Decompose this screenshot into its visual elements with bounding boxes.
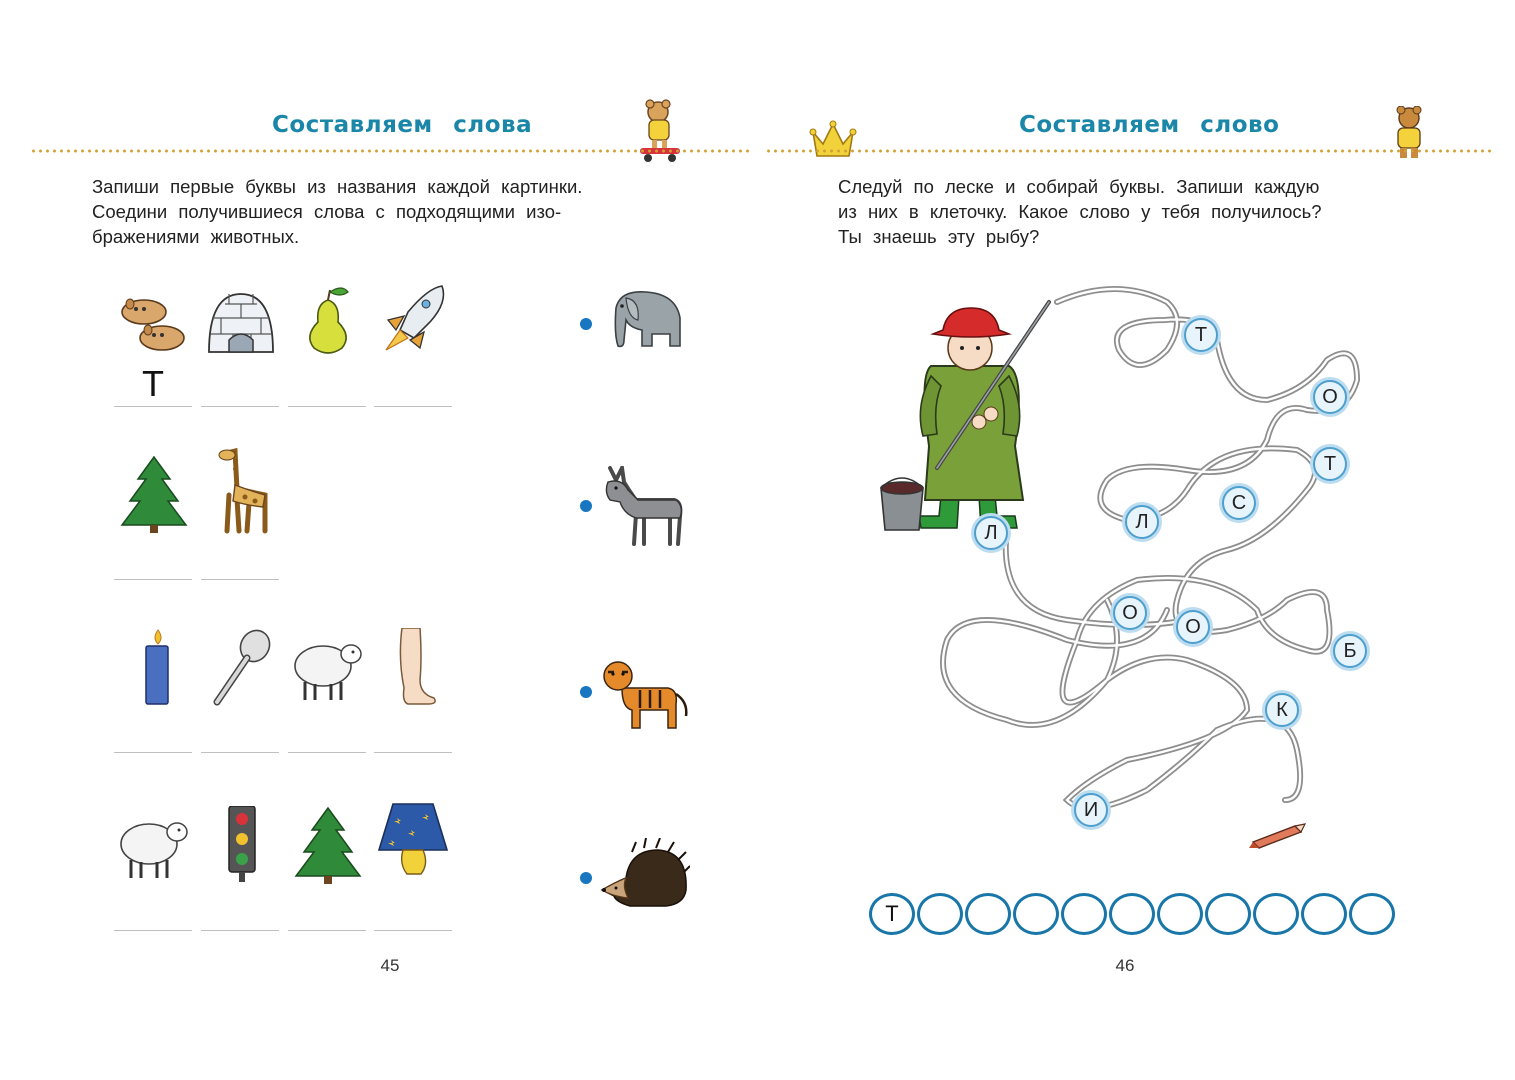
answer-line[interactable] — [201, 752, 279, 753]
picture-cell-fir-tree — [288, 806, 366, 926]
dotted-divider — [765, 149, 1495, 153]
fir-tree-icon — [292, 806, 364, 886]
picture-cell-slippers — [114, 282, 192, 402]
answer-cell[interactable] — [1157, 893, 1203, 935]
match-dot[interactable] — [580, 872, 592, 884]
answer-cell[interactable] — [917, 893, 963, 935]
answer-cell[interactable] — [965, 893, 1011, 935]
tiger-icon — [596, 652, 690, 732]
spoon-icon — [205, 628, 277, 708]
lamp-icon — [374, 800, 452, 880]
instructions: Следуй по леске и собирай буквы. Запиши каждую из них в клеточку. Какое слово у тебя получилось? Ты знаешь эту рыбу? — [838, 176, 1322, 247]
rocket-icon — [378, 282, 450, 362]
bear-icon — [1389, 106, 1429, 162]
answer-line[interactable] — [374, 406, 452, 407]
maze-letter-bead: С — [1222, 486, 1256, 520]
hedgehog-icon — [596, 838, 690, 918]
picture-cell-traffic-light — [201, 806, 279, 926]
answer-line[interactable] — [288, 752, 366, 753]
answer-line[interactable] — [114, 579, 192, 580]
maze-letter-bead: О — [1313, 380, 1347, 414]
maze-letter-bead: К — [1265, 693, 1299, 727]
picture-cell-candle — [114, 628, 192, 748]
traffic-light-icon — [205, 806, 277, 886]
match-dot[interactable] — [580, 318, 592, 330]
picture-cell-fir-tree — [114, 455, 192, 575]
candle-icon — [118, 628, 190, 708]
answer-cell[interactable] — [1253, 893, 1299, 935]
answer-cell[interactable] — [1013, 893, 1059, 935]
maze-letter-bead: Л — [974, 516, 1008, 550]
answer-cell[interactable] — [1301, 893, 1347, 935]
answer-line[interactable] — [201, 579, 279, 580]
answer-cell[interactable] — [1109, 893, 1155, 935]
picture-cell-sheep — [288, 628, 366, 748]
bear-skateboard-icon — [636, 98, 686, 164]
answer-line[interactable] — [374, 930, 452, 931]
answer-line[interactable] — [374, 752, 452, 753]
picture-cell-lamp — [374, 800, 452, 920]
maze-letter-bead: И — [1074, 793, 1108, 827]
answer-line[interactable] — [288, 930, 366, 931]
crown-icon — [809, 116, 857, 164]
donkey-icon — [596, 466, 690, 546]
answer-line[interactable] — [201, 406, 279, 407]
answer-line[interactable] — [114, 930, 192, 931]
maze-letter-bead: Л — [1125, 505, 1159, 539]
answer-cell[interactable] — [1205, 893, 1251, 935]
picture-cell-spoon — [201, 628, 279, 748]
answer-line[interactable] — [114, 406, 192, 407]
answer-line[interactable] — [114, 752, 192, 753]
match-dot[interactable] — [580, 500, 592, 512]
instructions: Запиши первые буквы из названия каждой картинки. Соедини получившиеся слова с подходящими изо- бражениями животных. — [92, 176, 583, 247]
maze-fishing-line — [887, 280, 1387, 820]
match-tiger[interactable] — [580, 652, 690, 732]
dotted-divider — [30, 149, 750, 153]
right-page — [757, 0, 1515, 1080]
page-title: Составляем слова — [272, 112, 533, 138]
maze-letter-bead: Т — [1313, 447, 1347, 481]
elephant-icon — [596, 284, 690, 364]
fir-tree-icon — [118, 455, 190, 535]
page-title: Составляем слово — [1019, 112, 1280, 138]
maze-letter-bead: Б — [1333, 634, 1367, 668]
answer-line[interactable] — [288, 406, 366, 407]
answer-cell[interactable]: Т — [869, 893, 915, 935]
picture-cell-giraffe — [201, 445, 279, 565]
picture-cell-pear — [288, 282, 366, 402]
maze-letter-bead: О — [1176, 610, 1210, 644]
sheep-icon — [284, 628, 370, 708]
match-elephant[interactable] — [580, 284, 690, 364]
page-number: 46 — [1115, 956, 1135, 975]
picture-cell-sheep — [114, 806, 192, 926]
igloo-icon — [205, 282, 277, 362]
giraffe-icon — [205, 445, 277, 535]
left-page — [0, 0, 757, 1080]
answer-line[interactable] — [201, 930, 279, 931]
match-dot[interactable] — [580, 686, 592, 698]
match-hedgehog[interactable] — [580, 838, 690, 918]
picture-cell-rocket — [374, 282, 452, 402]
letter-slot[interactable]: Т — [142, 363, 164, 404]
page-number: 45 — [380, 956, 400, 975]
maze-letter-bead: О — [1113, 596, 1147, 630]
maze-letter-bead: Т — [1184, 318, 1218, 352]
leg-icon — [378, 628, 450, 708]
match-donkey[interactable] — [580, 466, 690, 546]
picture-cell-leg — [374, 628, 452, 748]
answer-cell[interactable] — [1061, 893, 1107, 935]
pencil-icon — [1247, 820, 1307, 850]
pear-icon — [292, 282, 364, 362]
picture-cell-igloo — [201, 282, 279, 402]
answer-cell[interactable] — [1349, 893, 1395, 935]
sheep-icon — [110, 806, 196, 886]
slippers-icon — [118, 282, 190, 362]
